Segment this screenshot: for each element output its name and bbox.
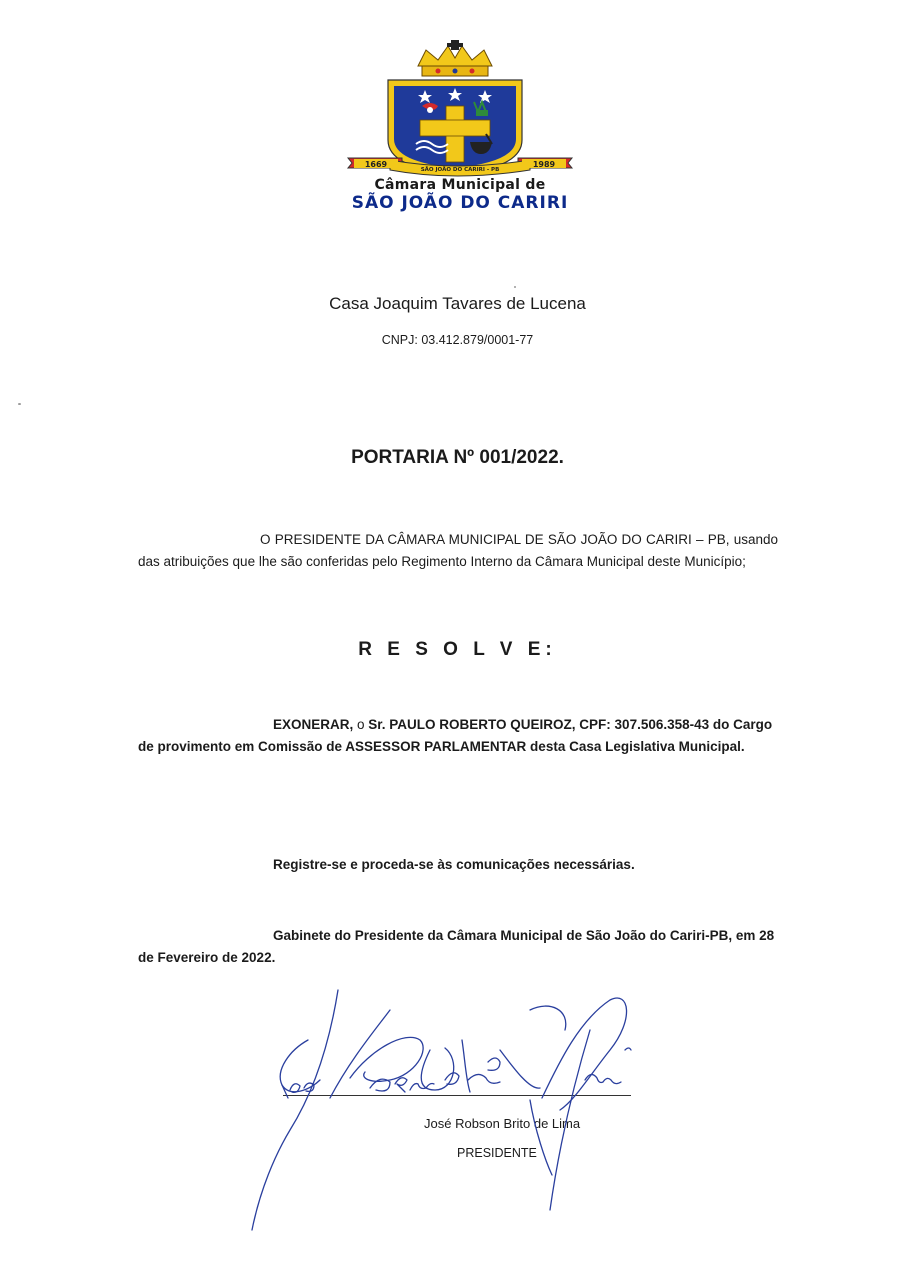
resolution-text: Sr. PAULO ROBERTO QUEIROZ, CPF: 307.506.358-43 do Cargo de provimento em Comissão de ASSESSOR PARLAMENTAR desta Casa Legislativa Municipal. [138,717,773,754]
house-name: Casa Joaquim Tavares de Lucena [329,294,586,313]
signer-name: José Robson Brito de Lima [424,1116,581,1131]
handwritten-signature [230,980,660,1240]
signer-role: PRESIDENTE [457,1146,537,1160]
registration-note: Registre-se e proceda-se às comunicações necessárias. [273,857,635,872]
closing-paragraph: Gabinete do Presidente da Câmara Municipal de São João do Cariri-PB, em 28 de Fevereiro de 2022. [138,928,775,965]
cnpj: CNPJ: 03.412.879/0001-77 [381,333,534,347]
scan-speck [514,286,516,288]
scan-speck [18,403,21,405]
crown-icon [418,40,492,76]
institution-line-1: Câmara Municipal de [374,177,546,193]
preamble-paragraph: O PRESIDENTE DA CÂMARA MUNICIPAL DE SÃO JOÃO DO CARIRI – PB, usando das atribuições que lhe são conferidas pelo Regimento Interno da Câmara Municipal deste Município; [138,532,778,569]
resolve-heading: R E S O L V E: [358,639,557,660]
crest-ribbon-text: SÃO JOÃO DO CARIRI - PB [420,167,500,173]
chamber-coat-of-arms [330,40,590,215]
resolution-paragraph [138,714,778,758]
resolution-article: o [353,717,369,732]
ordinance-title: PORTARIA Nº 001/2022. [351,447,564,468]
resolution-verb: EXONERAR, [273,717,354,732]
crest-year-left: 1669 [364,160,388,169]
coat-of-arms-icon [330,40,590,180]
institution-line-2: SÃO JOÃO DO CARIRI [351,193,569,213]
crest-year-right: 1989 [532,160,556,169]
